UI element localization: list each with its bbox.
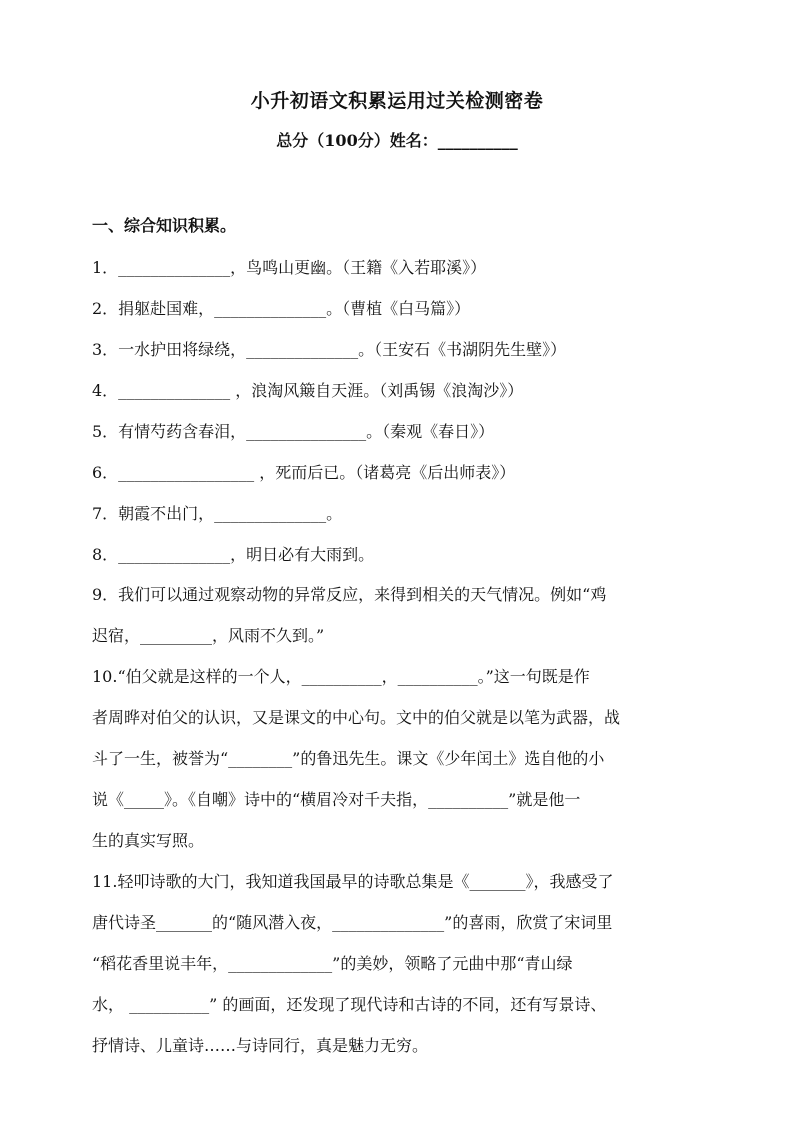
question-8: 8．______________，明日必有大雨到。: [92, 545, 375, 564]
question-9: [92, 574, 706, 656]
question-9-line: 迟宿，_________，风雨不久到。”: [92, 626, 325, 645]
question-11-line: 抒情诗、儿童诗……与诗同行，真是魅力无穷。: [92, 1036, 429, 1055]
question-10-line: 者周晔对伯父的认识，又是课文的中心句。文中的伯父就是以笔为武器，战: [92, 708, 621, 727]
question-11-line: “稻花香里说丰年，_____________”的美妙，领略了元曲中那“青山绿: [92, 954, 573, 973]
question-9-line: 9．我们可以通过观察动物的异常反应，来得到相关的天气情况。例如“鸡: [92, 585, 607, 604]
question-11: [92, 861, 706, 1066]
page-title: 小升初语文积累运用过关检测密卷: [250, 90, 544, 112]
section-heading: 一、综合知识积累。: [92, 216, 237, 235]
question-10-line: 斗了一生，被誉为“________”的鲁迅先生。课文《少年闰土》选自他的小: [92, 749, 605, 768]
score-name-line: 总分（100分）姓名：__________: [276, 131, 518, 150]
question-10-line: 生的真实写照。: [92, 831, 205, 850]
question-4: 4．______________ ，浪淘风簸自天涯。（刘禹锡《浪淘沙》）: [92, 381, 524, 400]
question-3: 3．一水护田将绿绕，______________。（王安石《书湖阴先生壁》）: [92, 340, 567, 359]
question-2: 2．捐躯赴国难，______________。（曹植《白马篇》）: [92, 299, 471, 318]
question-5: 5．有情芍药含春泪，_______________。（秦观《春日》）: [92, 422, 495, 441]
question-6: 6．_________________ ，死而后已。（诸葛亮《后出师表》）: [92, 463, 516, 482]
question-7: 7．朝霞不出门，______________。: [92, 504, 343, 523]
question-1: 1．______________，鸟鸣山更幽。（王籍《入若耶溪》）: [92, 258, 487, 277]
question-11-line: 11.轻叩诗歌的大门，我知道我国最早的诗歌总集是《_______》，我感受了: [92, 872, 614, 891]
question-10: [92, 656, 706, 861]
question-10-line: 10.“伯父就是这样的一个人，__________，__________。”这一句既是作: [92, 667, 590, 686]
question-11-line: 唐代诗圣_______的“随风潜入夜，______________”的喜雨，欣赏了宋词里: [92, 913, 613, 932]
question-11-line: 水， __________” 的画面，还发现了现代诗和古诗的不同，还有写景诗、: [92, 995, 607, 1014]
question-10-line: 说《_____》。《自嘲》诗中的“横眉冷对千夫指，__________”就是他一: [92, 790, 581, 809]
